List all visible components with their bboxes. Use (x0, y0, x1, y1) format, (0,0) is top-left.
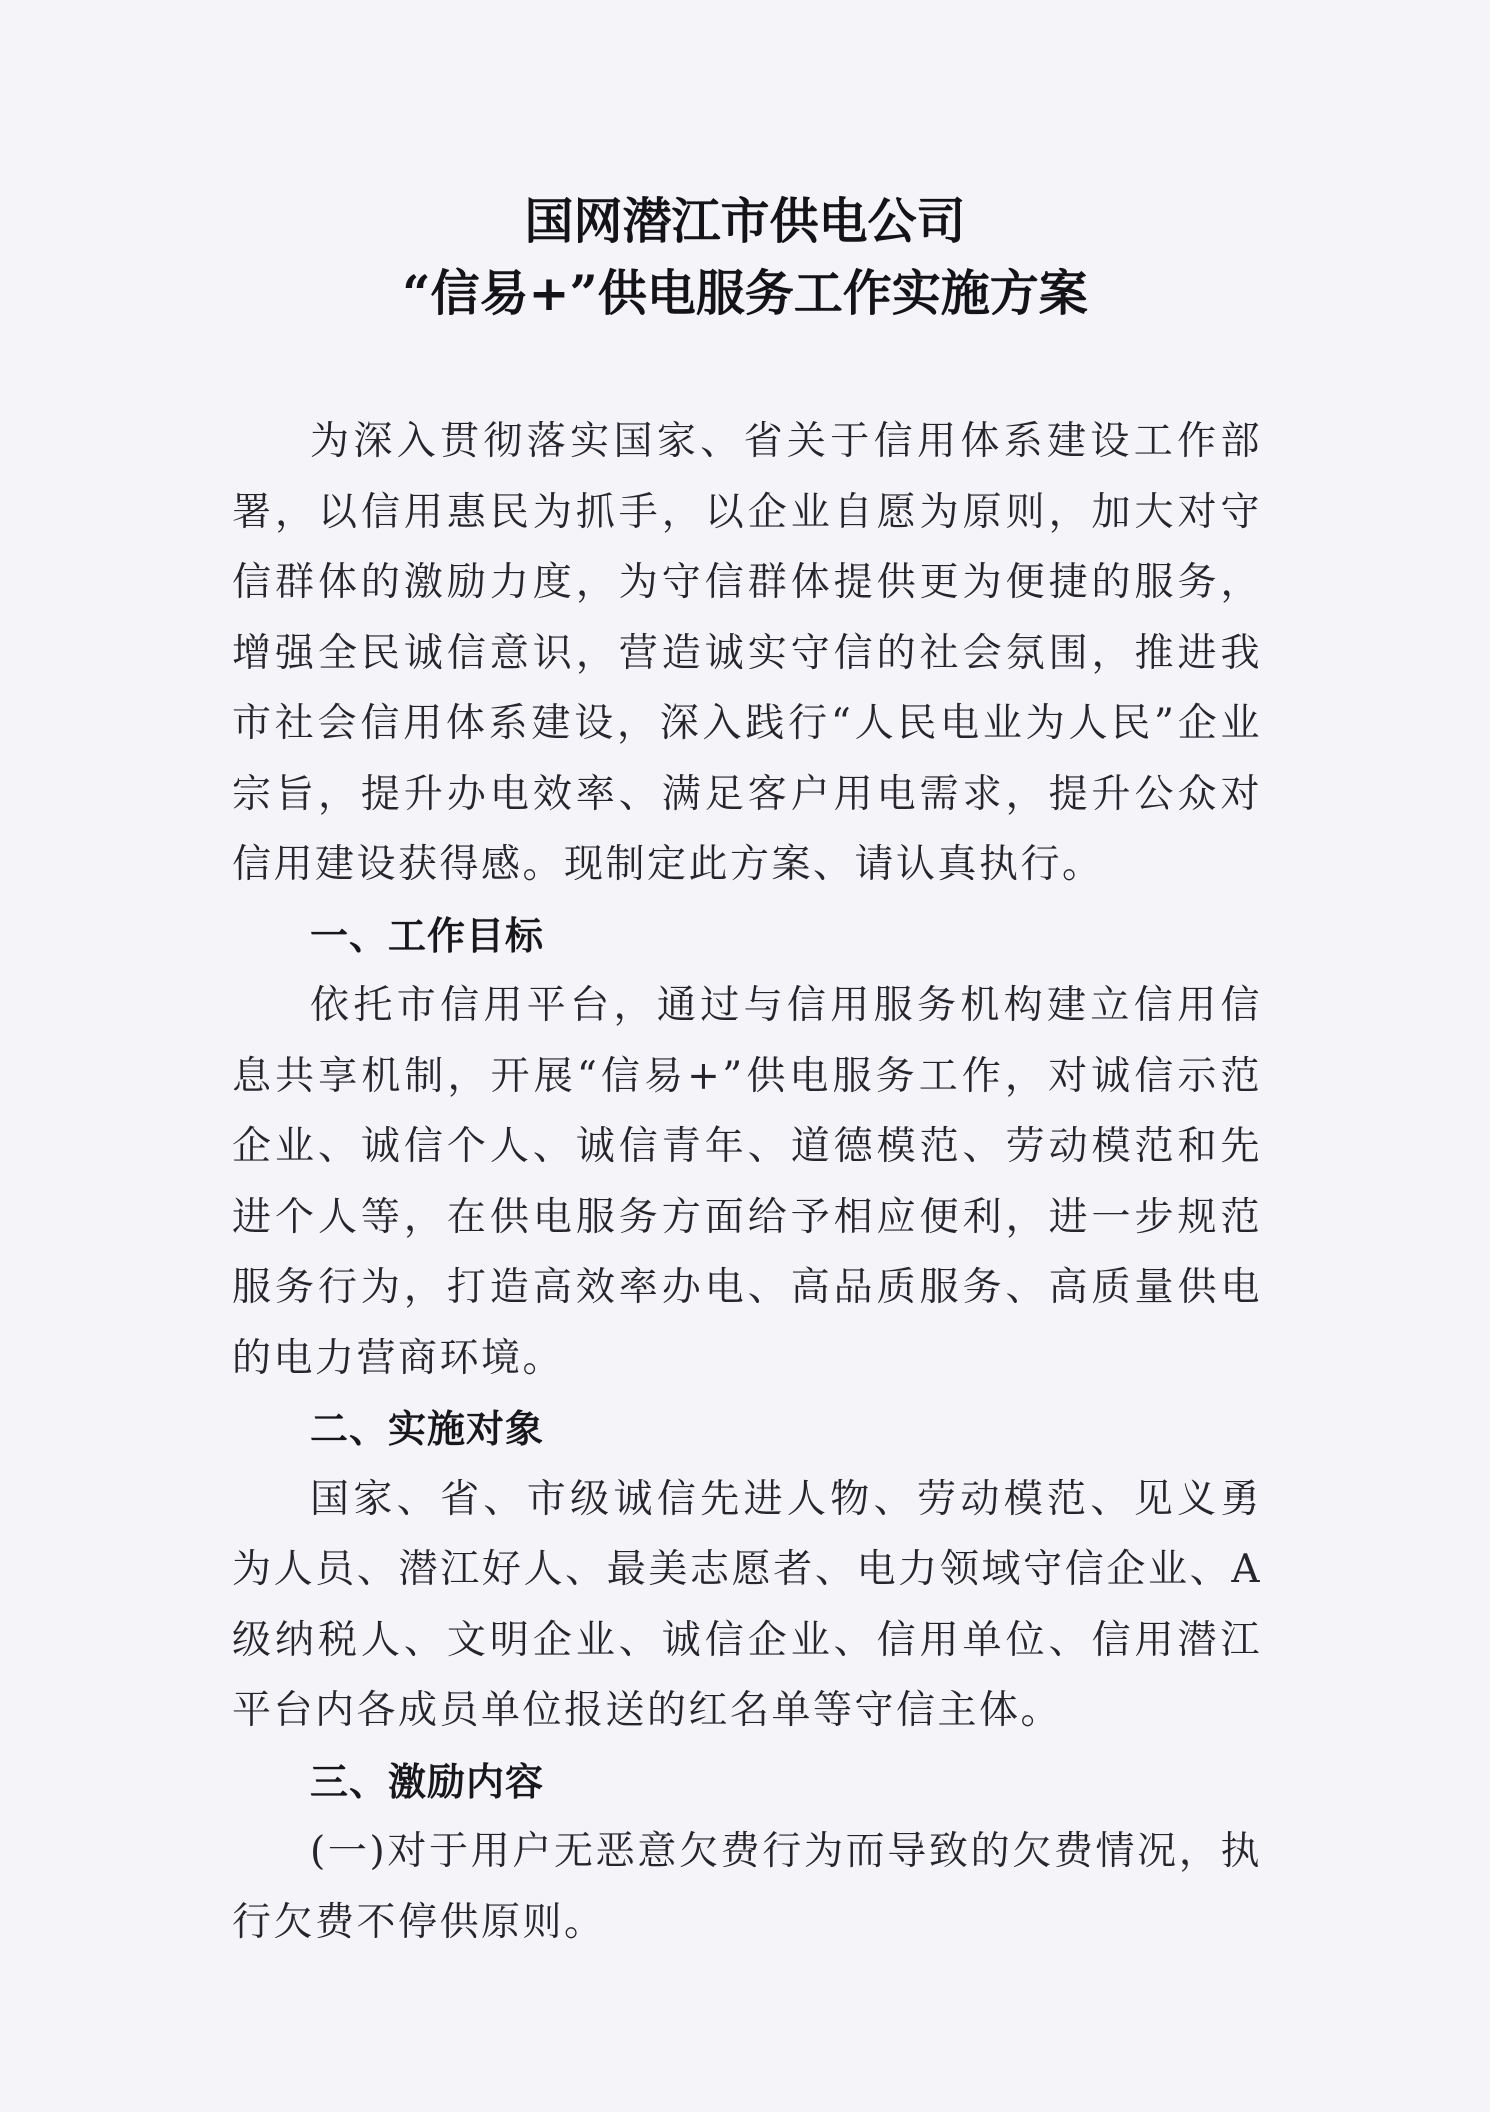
section-heading-targets: 二、实施对象 (310, 1407, 545, 1451)
document-body (232, 407, 1262, 1958)
section-heading-goals: 一、工作目标 (310, 913, 545, 958)
section-body-targets: 国家、省、市级诚信先进人物、劳动模范、见义勇为人员、潜江好人、最美志愿者、电力领域守信企业、A级纳税人、文明企业、诚信企业、信用单位、信用潜江平台内各成员单位报送的红名单等守信主体。 (232, 1476, 1262, 1733)
intro-paragraph: 为深入贯彻落实国家、省关于信用体系建设工作部署，以信用惠民为抓手，以企业自愿为原则，加大对守信群体的激励力度，为守信群体提供更为便捷的服务，增强全民诚信意识，营造诚实守信的社会氛围，推进我市社会信用体系建设，深入践行“人民电业为人民”企业宗旨，提升办电效率、满足客户用电需求，提升公众对信用建设获得感。现制定此方案、请认真执行。 (232, 419, 1262, 887)
document-title-line1: 国网潜江市供电公司 (524, 192, 966, 250)
document-title-line2: “信易+”供电服务工作实施方案 (402, 264, 1088, 322)
section-body-incentives: (一)对于用户无恶意欠费行为而导致的欠费情况，执行欠费不停供原则。 (232, 1829, 1262, 1945)
section-heading-incentives: 三、激励内容 (310, 1759, 545, 1804)
section-body-goals: 依托市信用平台，通过与信用服务机构建立信用信息共享机制，开展“信易+”供电服务工作，对诚信示范企业、诚信个人、诚信青年、道德模范、劳动模范和先进个人等，在供电服务方面给予相应便利，进一步规范服务行为，打造高效率办电、高品质服务、高质量供电的电力营商环境。 (232, 983, 1262, 1381)
